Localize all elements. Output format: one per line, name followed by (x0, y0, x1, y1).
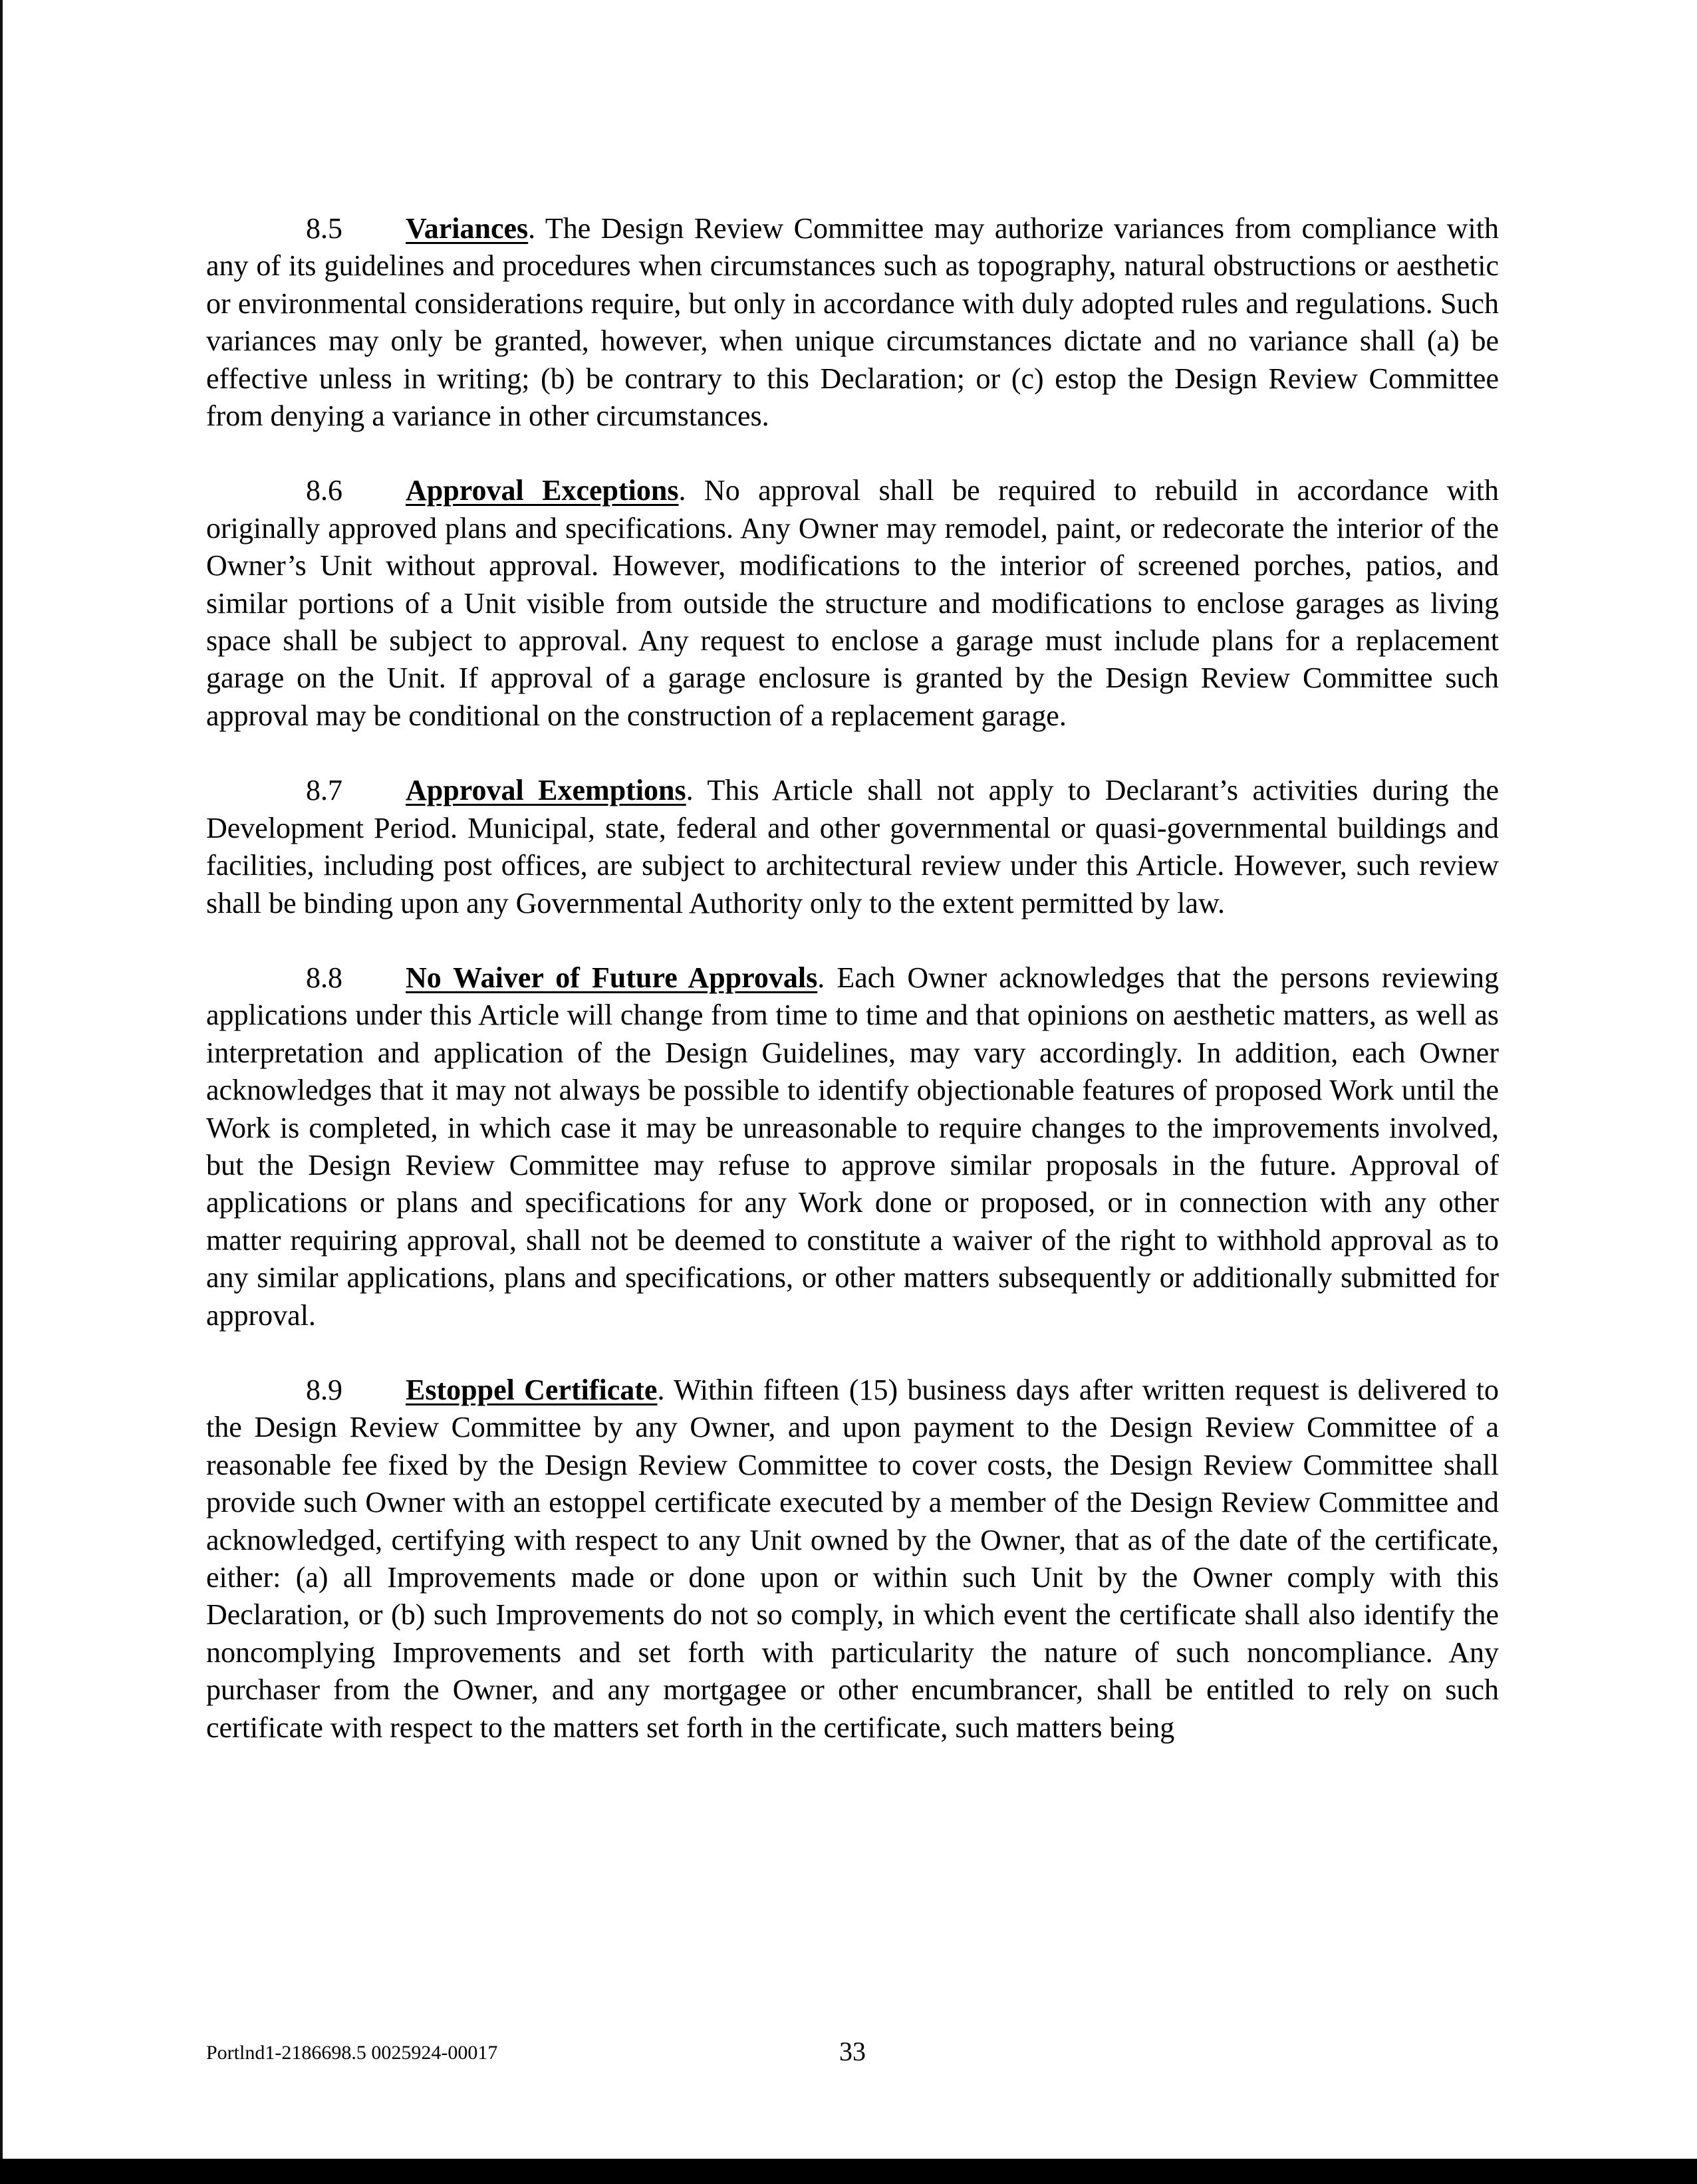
section-number: 8.6 (306, 474, 342, 507)
section-text: . This Article shall not apply to Declarant’s activities during the Development Period. Municipal, state, federal and other governmental or quasi-governmental buildings and facilities, including post offices, are subject to architectural review under this Article. However, such review shall be binding upon any Governmental Authority only to the extent permitted by law. (206, 774, 1499, 919)
section-text: . The Design Review Committee may authorize variances from compliance with any of its guidelines and procedures when circumstances such as topography, natural obstructions or aesthetic or environmental considerations require, but only in accordance with duly adopted rules and regulations. Such variances may only be granted, however, when unique circumstances dictate and no variance shall (a) be effective unless in writing; (b) be contrary to this Declaration; or (c) estop the Design Review Committee from denying a variance in other circumstances. (206, 212, 1499, 433)
section-number: 8.8 (306, 961, 342, 994)
section-heading: Approval Exemptions (406, 774, 686, 807)
section-heading: Approval Exceptions (406, 474, 679, 507)
section-8-5 (206, 210, 1499, 435)
footer-page-number: 33 (839, 2036, 866, 2066)
section-text: . No approval shall be required to rebuild in accordance with originally approved plans and specifications. Any Owner may remodel, paint, or redecorate the interior of the Owner’s Unit without approval. However, modifications to the interior of screened porches, patios, and similar portions of a Unit visible from outside the structure and modifications to enclose garages as living space shall be subject to approval. Any request to enclose a garage must include plans for a replacement garage on the Unit. If approval of a garage enclosure is granted by the Design Review Committee such approval may be conditional on the construction of a replacement garage. (206, 474, 1500, 732)
scan-border-left (0, 0, 3, 2184)
section-heading: Estoppel Certificate (406, 1373, 658, 1406)
section-8-8 (206, 959, 1499, 1334)
document-body (206, 210, 1499, 1784)
section-8-7 (206, 772, 1499, 922)
scan-border-bottom (0, 2159, 1697, 2184)
section-heading: Variances (406, 212, 529, 245)
section-number: 8.7 (306, 774, 342, 807)
section-text: . Within fifteen (15) business days after written request is delivered to the Design Review Committee by any Owner, and upon payment to the Design Review Committee of a reasonable fee fixed by the Design Review Committee to cover costs, the Design Review Committee shall provide such Owner with an estoppel certificate executed by a member of the Design Review Committee and acknowledged, certifying with respect to any Unit owned by the Owner, that as of the date of the certificate, either: (a) all Improvements made or done upon or within such Unit by the Owner comply with this Declaration, or (b) such Improvements do not so comply, in which event the certificate shall also identify the noncomplying Improvements and set forth with particularity the nature of such noncompliance. Any purchaser from the Owner, and any mortgagee or other encumbrancer, shall be entitled to rely on such certificate with respect to the matters set forth in the certificate, such matters being (206, 1373, 1499, 1744)
section-number: 8.5 (306, 212, 342, 245)
section-text: . Each Owner acknowledges that the persons reviewing applications under this Article will change from time to time and that opinions on aesthetic matters, as well as interpretation and application of the Design Guidelines, may vary accordingly. In addition, each Owner acknowledges that it may not always be possible to identify objectionable features of proposed Work until the Work is completed, in which case it may be unreasonable to require changes to the improvements involved, but the Design Review Committee may refuse to approve similar proposals in the future. Approval of applications or plans and specifications for any Work done or proposed, or in connection with any other matter requiring approval, shall not be deemed to constitute a waiver of the right to withhold approval as to any similar applications, plans and specifications, or other matters subsequently or additionally submitted for approval. (206, 961, 1499, 1332)
footer-document-id: Portlnd1-2186698.5 0025924-00017 (206, 2042, 498, 2064)
section-heading: No Waiver of Future Approvals (406, 961, 818, 994)
section-number: 8.9 (306, 1373, 342, 1406)
section-8-6 (206, 472, 1499, 735)
section-8-9 (206, 1372, 1499, 1747)
